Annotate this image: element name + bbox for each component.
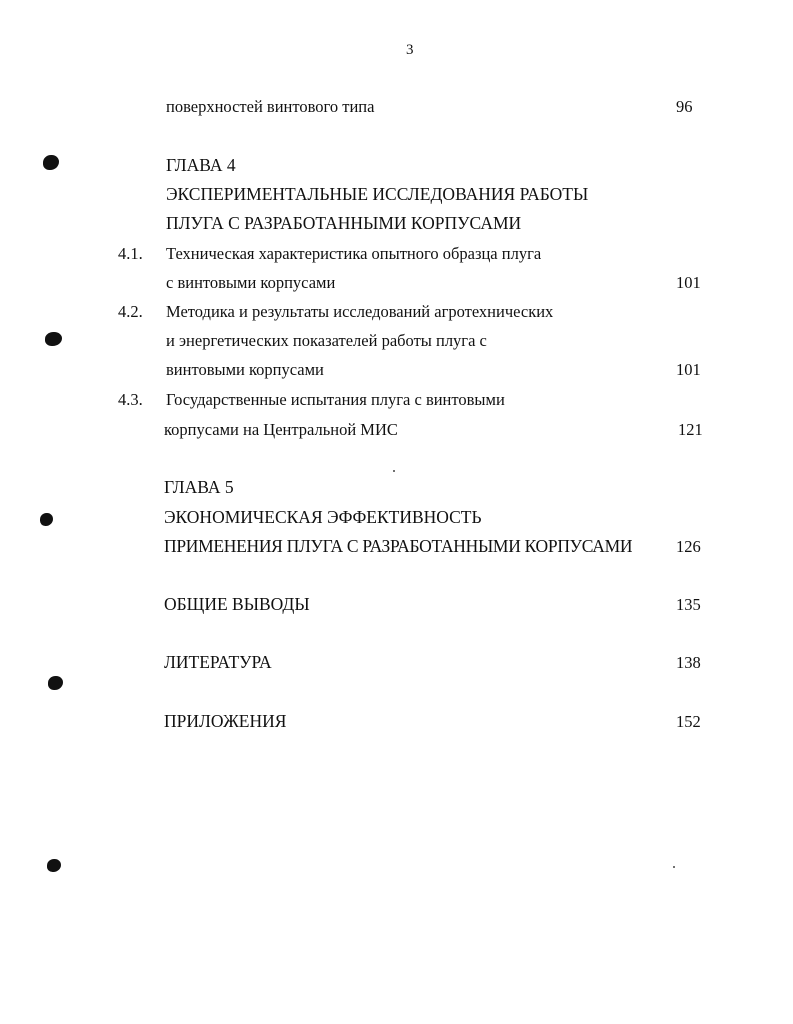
scan-blot <box>47 859 61 872</box>
toc-conclusions-text: ОБЩИЕ ВЫВОДЫ <box>164 594 310 614</box>
section-4-3-number: 4.3. <box>118 390 143 409</box>
scan-blot <box>45 332 62 346</box>
section-4-2-number: 4.2. <box>118 302 143 321</box>
toc-appendices-page: 152 <box>676 712 701 731</box>
section-4-3-page: 121 <box>678 420 703 439</box>
section-4-1-number: 4.1. <box>118 244 143 263</box>
section-4-2-page: 101 <box>676 360 701 379</box>
scan-blot <box>48 676 63 690</box>
scan-speck <box>393 470 395 472</box>
toc-appendices-text: ПРИЛОЖЕНИЯ <box>164 711 287 731</box>
chapter-5-title-line-2: ПРИМЕНЕНИЯ ПЛУГА С РАЗРАБОТАННЫМИ КОРПУСАМИ <box>164 536 633 556</box>
toc-conclusions-page: 135 <box>676 595 701 614</box>
section-4-2-line-3: винтовыми корпусами <box>166 360 324 379</box>
section-4-1-line-1: Техническая характеристика опытного образца плуга <box>166 244 542 263</box>
toc-literature-page: 138 <box>676 653 701 672</box>
scan-blot <box>40 513 53 526</box>
toc-entry-surfaces-page: 96 <box>676 97 693 116</box>
section-4-1-line-2: с винтовыми корпусами <box>166 273 336 292</box>
chapter-5-label: ГЛАВА 5 <box>164 477 234 497</box>
section-4-3-line-2: корпусами на Центральной МИС <box>164 420 398 439</box>
chapter-4-title-line-2: ПЛУГА С РАЗРАБОТАННЫМИ КОРПУСАМИ <box>166 213 522 233</box>
chapter-5-page: 126 <box>676 537 701 556</box>
page-number: 3 <box>406 42 414 58</box>
toc-entry-surfaces-text: поверхностей винтового типа <box>166 97 375 116</box>
chapter-5-title-line-1: ЭКОНОМИЧЕСКАЯ ЭФФЕКТИВНОСТЬ <box>164 507 482 527</box>
section-4-1-page: 101 <box>676 273 701 292</box>
scan-speck <box>673 866 675 868</box>
chapter-4-label: ГЛАВА 4 <box>166 155 236 175</box>
section-4-2-line-2: и энергетических показателей работы плуга с <box>166 331 487 350</box>
section-4-2-line-1: Методика и результаты исследований агротехнических <box>166 302 554 321</box>
chapter-4-title-line-1: ЭКСПЕРИМЕНТАЛЬНЫЕ ИССЛЕДОВАНИЯ РАБОТЫ <box>166 184 589 204</box>
scan-blot <box>43 155 59 170</box>
section-4-3-line-1: Государственные испытания плуга с винтовыми <box>166 390 505 409</box>
toc-literature-text: ЛИТЕРАТУРА <box>164 652 272 672</box>
